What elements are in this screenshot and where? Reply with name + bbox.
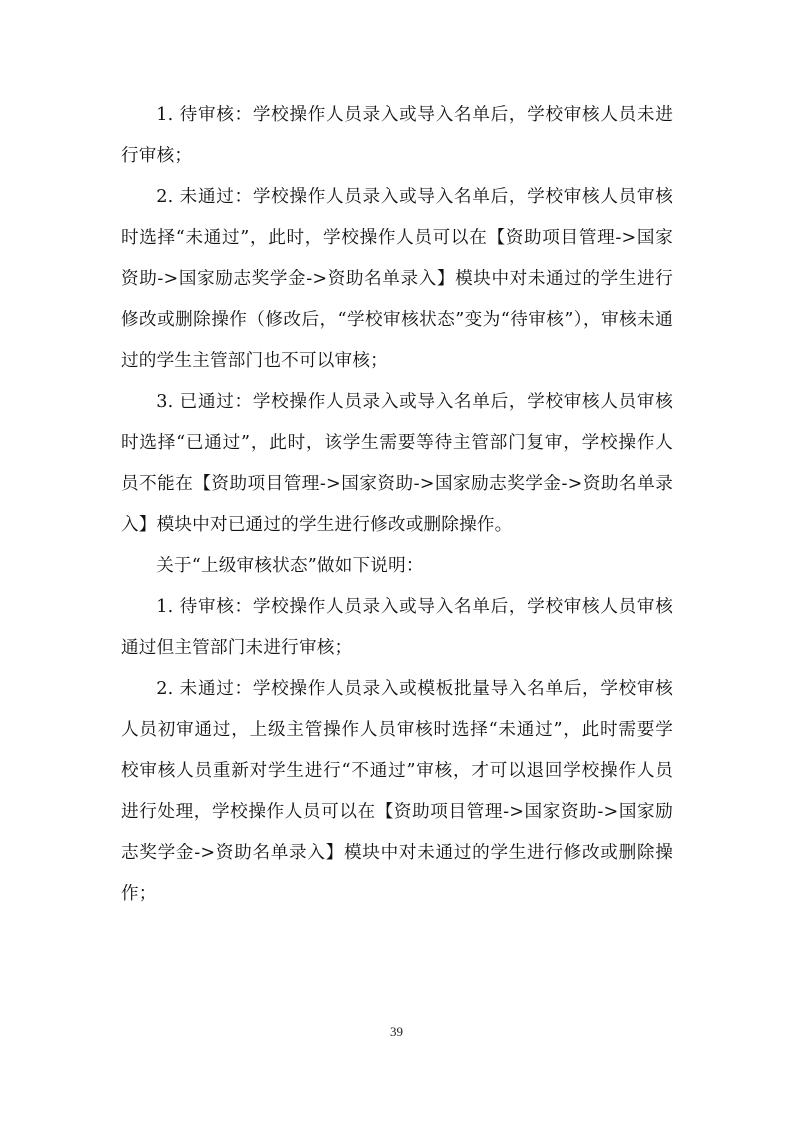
document-body xyxy=(121,95,673,915)
paragraph-superior-status-intro: 关于“上级审核状态”做如下说明： xyxy=(156,556,424,576)
page-number: 39 xyxy=(390,1024,403,1039)
paragraph-school-approved: 3. 已通过：学校操作人员录入或导入名单后，学校审核人员审核时选择“已通过”，此时，该学生需要等待主管部门复审，学校操作人员不能在【资助项目管理->国家资助->国家励志奖学金->资助名单录入】模块中对已通过的学生进行修改或删除操作。 xyxy=(121,392,673,535)
paragraph-superior-rejected: 2. 未通过：学校操作人员录入或模板批量导入名单后，学校审核人员初审通过，上级主管操作人员审核时选择“未通过”，此时需要学校审核人员重新对学生进行“不通过”审核，才可以退回学校操作人员进行处理，学校操作人员可以在【资助项目管理->国家资助->国家励志奖学金->资助名单录入】模块中对未通过的学生进行修改或删除操作； xyxy=(121,679,673,904)
paragraph-school-pending: 1. 待审核：学校操作人员录入或导入名单后，学校审核人员未进行审核； xyxy=(121,105,673,166)
paragraph-superior-pending: 1. 待审核：学校操作人员录入或导入名单后，学校审核人员审核通过但主管部门未进行审核； xyxy=(121,597,673,658)
paragraph-school-rejected: 2. 未通过：学校操作人员录入或导入名单后，学校审核人员审核时选择“未通过”，此时，学校操作人员可以在【资助项目管理->国家资助->国家励志奖学金->资助名单录入】模块中对未通过的学生进行修改或删除操作（修改后，“学校审核状态”变为“待审核”），审核未通过的学生主管部门也不可以审核； xyxy=(121,187,673,371)
